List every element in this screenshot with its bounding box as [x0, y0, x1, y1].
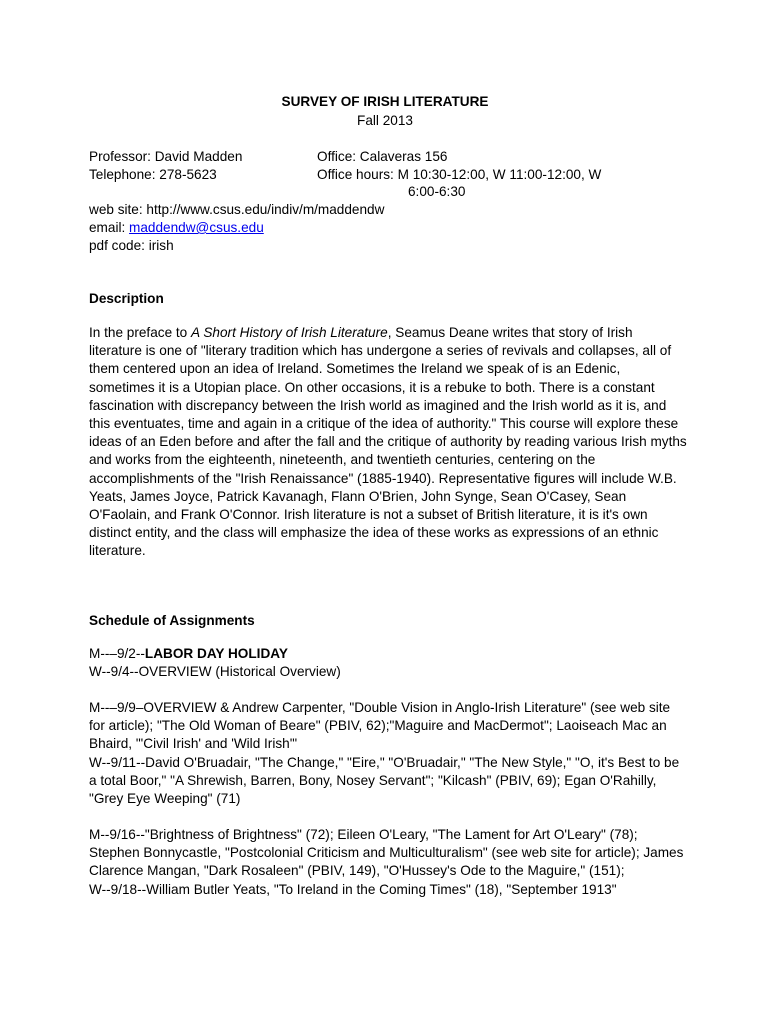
schedule-holiday [89, 645, 689, 663]
page-title: SURVEY OF IRISH LITERATURE [281, 94, 489, 109]
office-hours-continued: 6:00-6:30 [408, 184, 466, 199]
term-label: Fall 2013 [357, 113, 413, 128]
schedule-week2-wednesday: W--9/11--David O'Bruadair, "The Change," "Eire," "O'Bruadair," "The New Style," "O, it's Best to be a total Boor," "A Shrewish, Barren, Bony, Nosey Servant"; "Kilcash" (PBIV, 69); Egan O'Rahilly, "Grey Eye Weeping" (71) [89, 754, 680, 807]
schedule-heading: Schedule of Assignments [89, 613, 255, 628]
description-heading: Description [89, 291, 164, 306]
schedule-week3-wednesday: W--9/18--William Butler Yeats, "To Ireland in the Coming Times" (18), "September 1913" [89, 881, 617, 897]
holiday-label: LABOR DAY HOLIDAY [144, 646, 288, 661]
email-link[interactable]: maddendw@csus.edu [129, 220, 264, 235]
description-intro: In the preface to [89, 325, 192, 340]
description-body: , Seamus Deane writes that story of Irish literature is one of "literary tradition which has undergone a series of revivals and collapses, all of them centered upon an idea of Ireland. Sometimes the Ireland we speak of is an Edenic, sometimes it is a Utopian place. On other occasions, it is a rebuke to both. There is a constant fascination with discrepancy between the Irish world as imagined and the Irish world as it is, and this eventuates, time and again in a critique of the idea of authority." This course will explore these ideas of an Eden before and after the fall and the critique of authority by reading various Irish myths and works from the eighteenth, nineteenth, and twentieth centuries, centering on the accomplishments of the "Irish Renaissance" (1885-1940). Representative figures will include W.B. Yeats, James Joyce, Patrick Kavanagh, Flann O'Brien, John Synge, Sean O'Casey, Sean O'Faolain, and Frank O'Connor. Irish literature is not a subset of British literature, it is it's own distinct entity, and the class will emphasize the idea of these works as expressions of an ethnic literature. [89, 325, 687, 559]
email-label: email: [89, 220, 130, 235]
schedule-week2 [89, 699, 689, 808]
email-line [89, 219, 264, 237]
office-line: Office: Calaveras 156 [317, 149, 448, 164]
schedule-week1 [89, 645, 689, 681]
book-title: A Short History of Irish Literature [191, 325, 388, 340]
holiday-date: M--–9/2-- [89, 646, 145, 661]
schedule-overview: W--9/4--OVERVIEW (Historical Overview) [89, 664, 341, 680]
schedule-week2-monday: M--–9/9–OVERVIEW & Andrew Carpenter, "Double Vision in Anglo-Irish Literature" (see web site for article); "The Old Woman of Beare" (PBIV, 62);"Maguire and MacDermot"; Laoiseach Mac an Bhaird, "'Civil Irish' and 'Wild Irish'" [89, 700, 671, 752]
website-line: web site: http://www.csus.edu/indiv/m/maddendw [89, 202, 385, 217]
schedule-week3-monday: M--9/16--"Brightness of Brightness" (72); Eileen O'Leary, "The Lament for Art O'Leary" (78); Stephen Bonnycastle, "Postcolonial Criticism and Multiculturalism" (see web site for article); James Clarence Mangan, "Dark Rosaleen" (PBIV, 149), "O'Hussey's Ode to the Maguire," (151); [89, 827, 684, 879]
pdf-code-line: pdf code: irish [89, 238, 174, 253]
office-hours-line: Office hours: M 10:30-12:00, W 11:00-12:00, W [317, 167, 602, 182]
description-paragraph [89, 324, 689, 561]
professor-line: Professor: David Madden [89, 149, 243, 164]
telephone-line: Telephone: 278-5623 [89, 167, 217, 182]
schedule-week3 [89, 826, 689, 899]
